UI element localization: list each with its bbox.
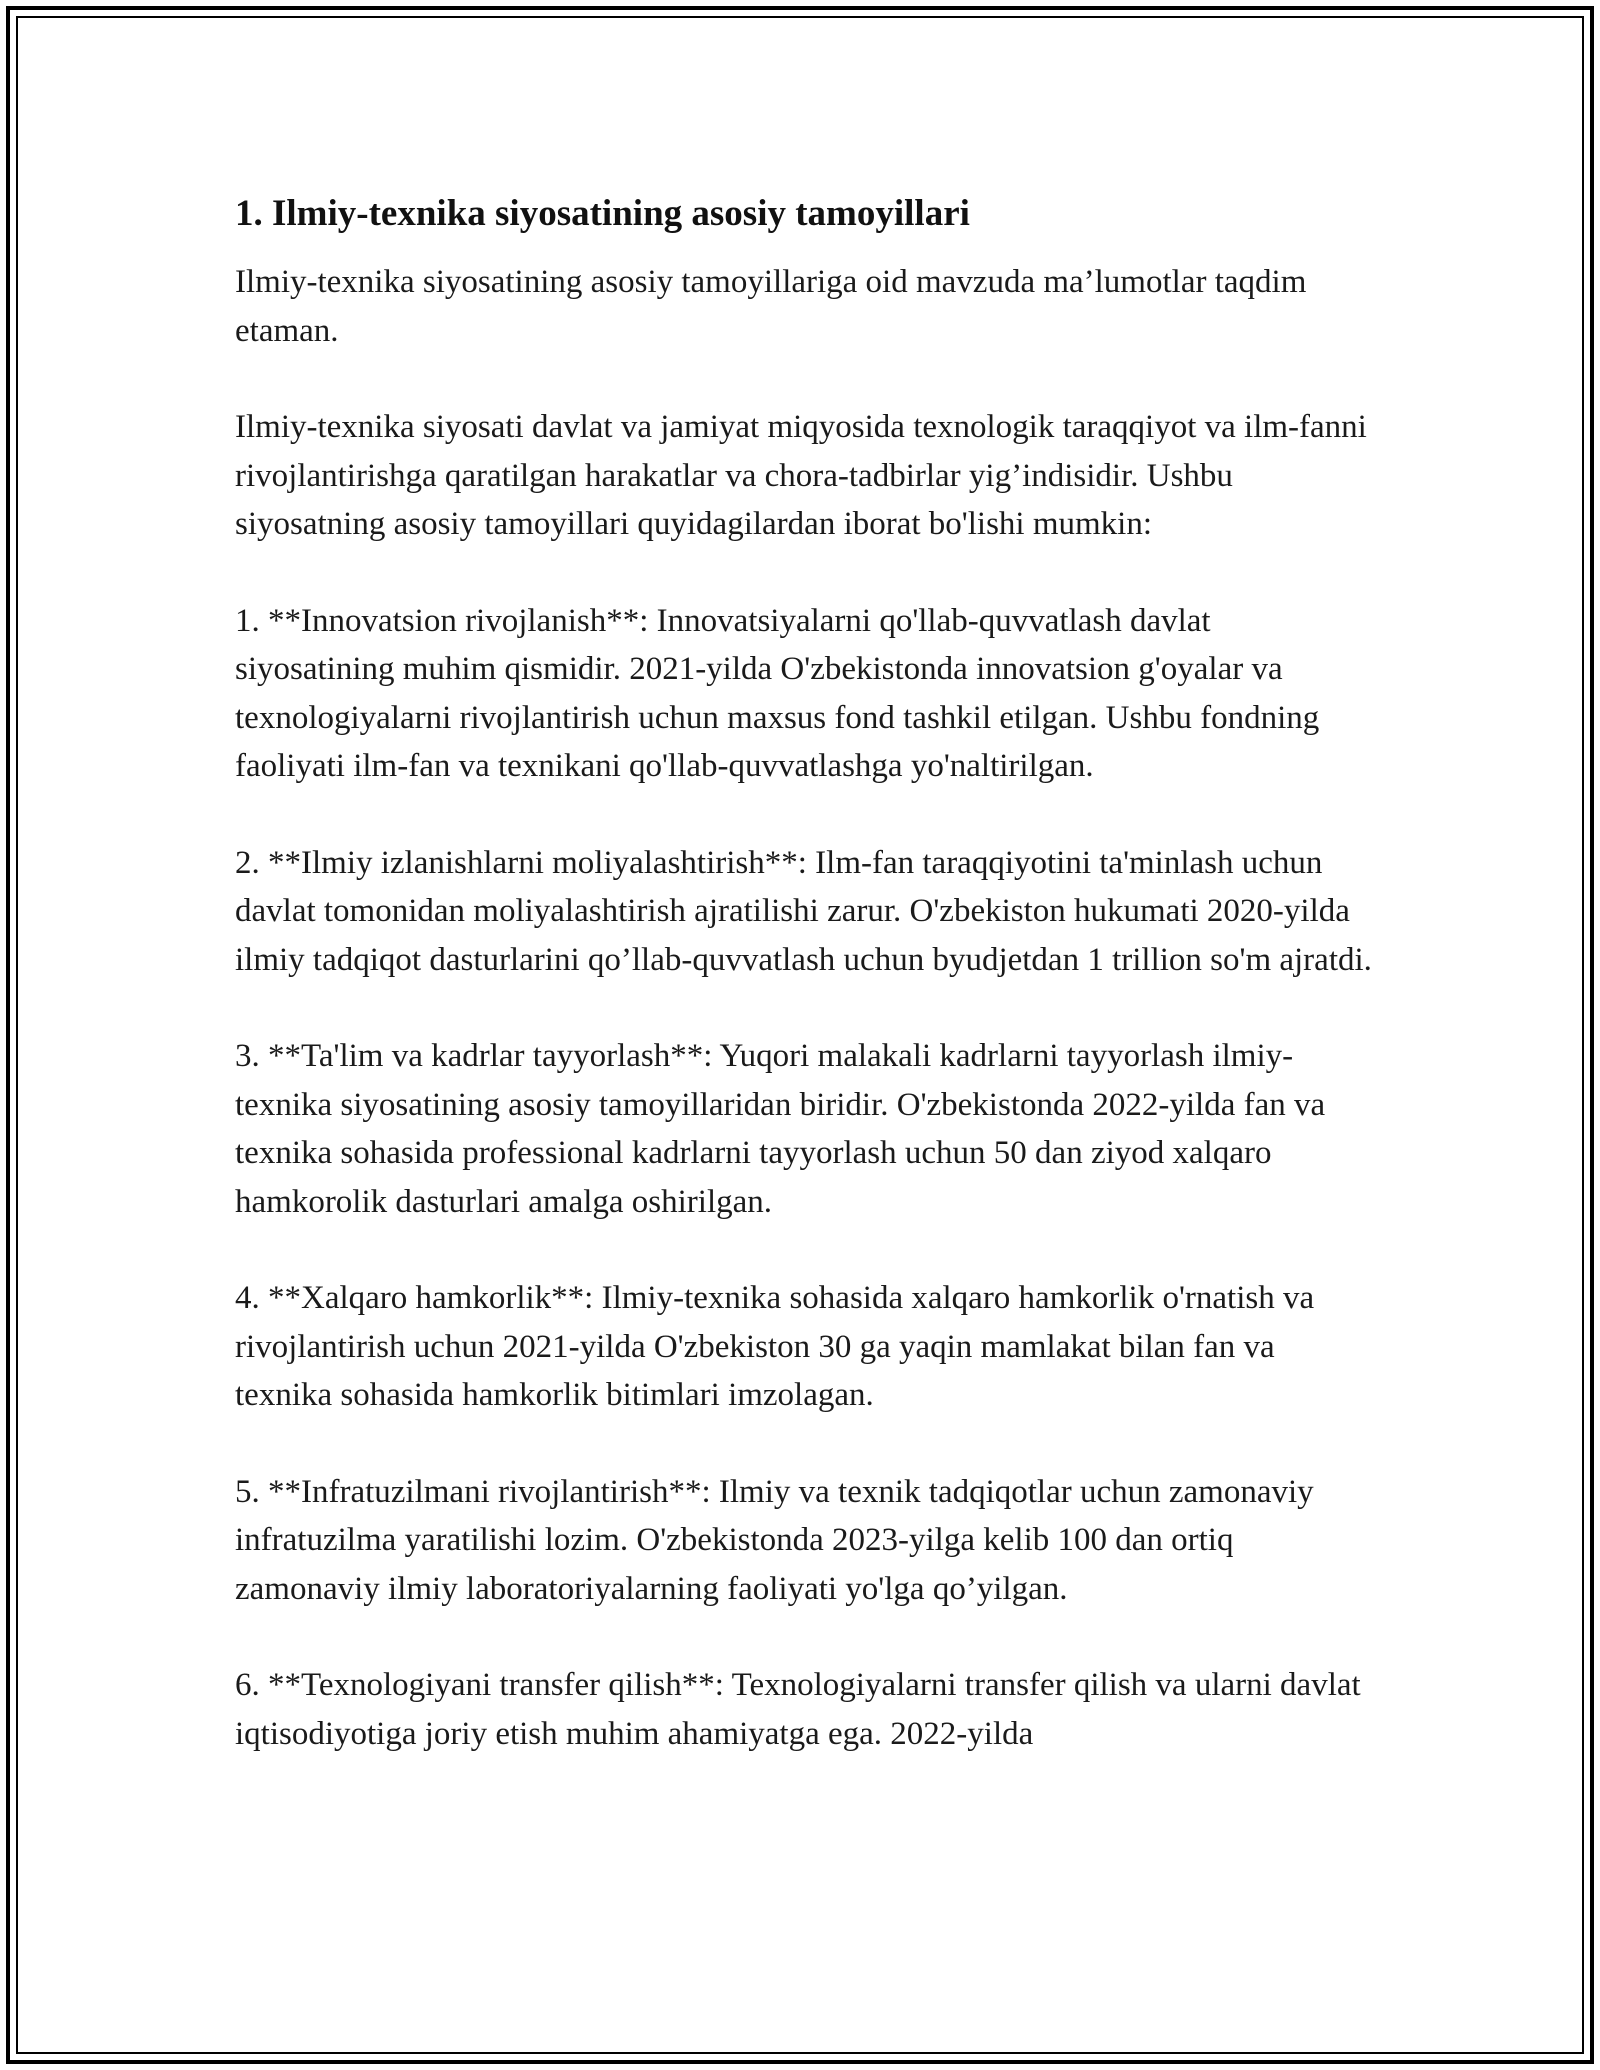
principle-transfer-paragraph: 6. **Texnologiyani transfer qilish**: Texnologiyalarni transfer qilish va ularni davlat iqtisodiyotiga joriy etish muhim ahamiyatga ega. 2022-yilda [235,1667,1361,1752]
principle-cooperation-paragraph: 4. **Xalqaro hamkorlik**: Ilmiy-texnika sohasida xalqaro hamkorlik o'rnatish va rivojlantirish uchun 2021-yilda O'zbekiston 30 ga yaqin mamlakat bilan fan va texnika sohasida hamkorlik bitimlari imzolagan. [235,1280,1315,1413]
intro-paragraph: Ilmiy-texnika siyosatining asosiy tamoyillariga oid mavzuda ma’lumotlar taqdim etaman. [235,264,1307,349]
principle-funding-paragraph: 2. **Ilmiy izlanishlarni moliyalashtirish**: Ilm-fan taraqqiyotini ta'minlash uchun davlat tomonidan moliyalashtirish ajratilishi zarur. O'zbekiston hukumati 2020-yilda ilmiy tadqiqot dasturlarini qo’llab-quvvatlash uchun byudjetdan 1 trillion so'm ajratdi. [235,844,1372,978]
section-heading: 1. Ilmiy-texnika siyosatining asosiy tamoyillari [235,193,970,234]
principle-education-paragraph: 3. **Ta'lim va kadrlar tayyorlash**: Yuqori malakali kadrlarni tayyorlash ilmiy-texnika siyosatining asosiy tamoyillaridan biridir. O'zbekistonda 2022-yilda fan va texnika sohasida professional kadrlarni tayyorlash uchun 50 dan ziyod xalqaro hamkorolik dasturlari amalga oshirilgan. [235,1038,1326,1220]
principle-innovation-paragraph: 1. **Innovatsion rivojlanish**: Innovatsiyalarni qo'llab-quvvatlash davlat siyosatining muhim qismidir. 2021-yilda O'zbekistonda innovatsion g'oyalar va texnologiyalarni rivojlantirish uchun maxsus fond tashkil etilgan. Ushbu fondning faoliyati ilm-fan va texnikani qo'llab-quvvatlashga yo'naltirilgan. [235,602,1320,784]
document-body [235,188,1375,1758]
definition-paragraph: Ilmiy-texnika siyosati davlat va jamiyat miqyosida texnologik taraqqiyot va ilm-fanni rivojlantirishga qaratilgan harakatlar va chora-tadbirlar yig’indisidir. Ushbu siyosatning asosiy tamoyillari quyidagilardan iborat bo'lishi mumkin: [235,409,1367,542]
principle-infrastructure-paragraph: 5. **Infratuzilmani rivojlantirish**: Ilmiy va texnik tadqiqotlar uchun zamonaviy infratuzilma yaratilishi lozim. O'zbekistonda 2023-yilga kelib 100 dan ortiq zamonaviy ilmiy laboratoriyalarning faoliyati yo'lga qo’yilgan. [235,1473,1314,1607]
